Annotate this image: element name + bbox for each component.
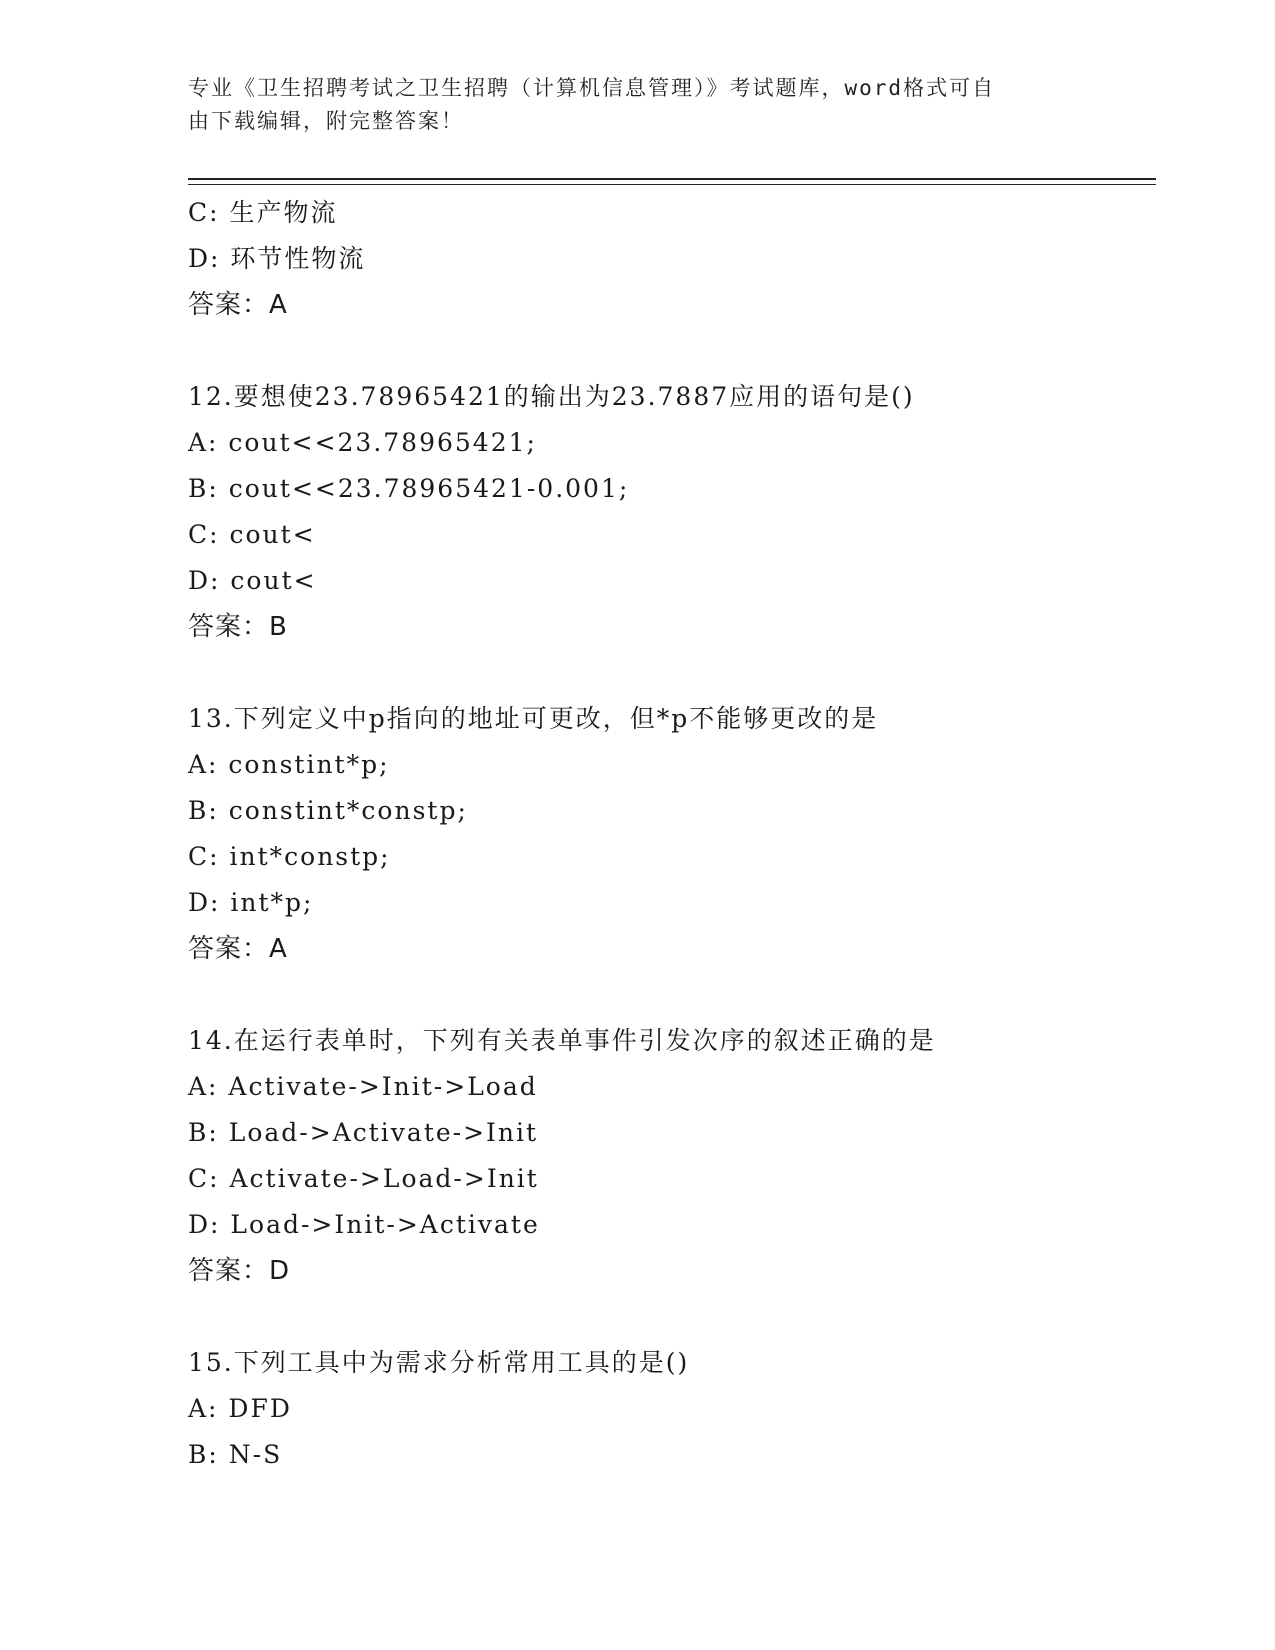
option-d: D: 环节性物流 bbox=[188, 244, 366, 273]
option-a: A: cout<<23.78965421; bbox=[188, 428, 537, 457]
option-c: C: int*constp; bbox=[188, 842, 391, 871]
option-d: D: Load->Init->Activate bbox=[188, 1210, 540, 1239]
question-text: 14.在运行表单时，下列有关表单事件引发次序的叙述正确的是 bbox=[188, 1026, 936, 1055]
option-a: A: Activate->Init->Load bbox=[188, 1072, 538, 1101]
option-c: C: 生产物流 bbox=[188, 198, 338, 227]
spacer bbox=[188, 328, 1148, 374]
question-14 bbox=[188, 1018, 1148, 1294]
question-text: 15.下列工具中为需求分析常用工具的是() bbox=[188, 1348, 690, 1377]
answer: 答案：A bbox=[188, 290, 288, 320]
header-divider-thin bbox=[188, 184, 1156, 185]
header-line-2: 由下载编辑，附完整答案！ bbox=[188, 109, 464, 133]
option-b: B: N-S bbox=[188, 1440, 283, 1469]
answer: 答案：B bbox=[188, 612, 288, 642]
option-d: D: int*p; bbox=[188, 888, 314, 917]
option-b: B: constint*constp; bbox=[188, 796, 468, 825]
header-line-1: 专业《卫生招聘考试之卫生招聘（计算机信息管理）》考试题库，word格式可自 bbox=[188, 76, 996, 100]
answer: 答案：A bbox=[188, 934, 288, 964]
option-a: A: DFD bbox=[188, 1394, 292, 1423]
option-a: A: constint*p; bbox=[188, 750, 390, 779]
spacer bbox=[188, 650, 1148, 696]
question-list bbox=[188, 190, 1148, 1478]
question-12 bbox=[188, 374, 1148, 650]
answer: 答案：D bbox=[188, 1256, 291, 1286]
question-15 bbox=[188, 1340, 1148, 1478]
option-d: D: cout< bbox=[188, 566, 317, 595]
spacer bbox=[188, 1294, 1148, 1340]
option-c: C: cout< bbox=[188, 520, 316, 549]
option-b: B: Load->Activate->Init bbox=[188, 1118, 539, 1147]
question-13 bbox=[188, 696, 1148, 972]
question-text: 12.要想使23.78965421的输出为23.7887应用的语句是() bbox=[188, 382, 915, 411]
question-11 bbox=[188, 190, 1148, 328]
document-header bbox=[188, 72, 1078, 138]
option-b: B: cout<<23.78965421-0.001; bbox=[188, 474, 630, 503]
spacer bbox=[188, 972, 1148, 1018]
header-divider-thick bbox=[188, 178, 1156, 180]
question-text: 13.下列定义中p指向的地址可更改，但*p不能够更改的是 bbox=[188, 704, 879, 733]
option-c: C: Activate->Load->Init bbox=[188, 1164, 539, 1193]
